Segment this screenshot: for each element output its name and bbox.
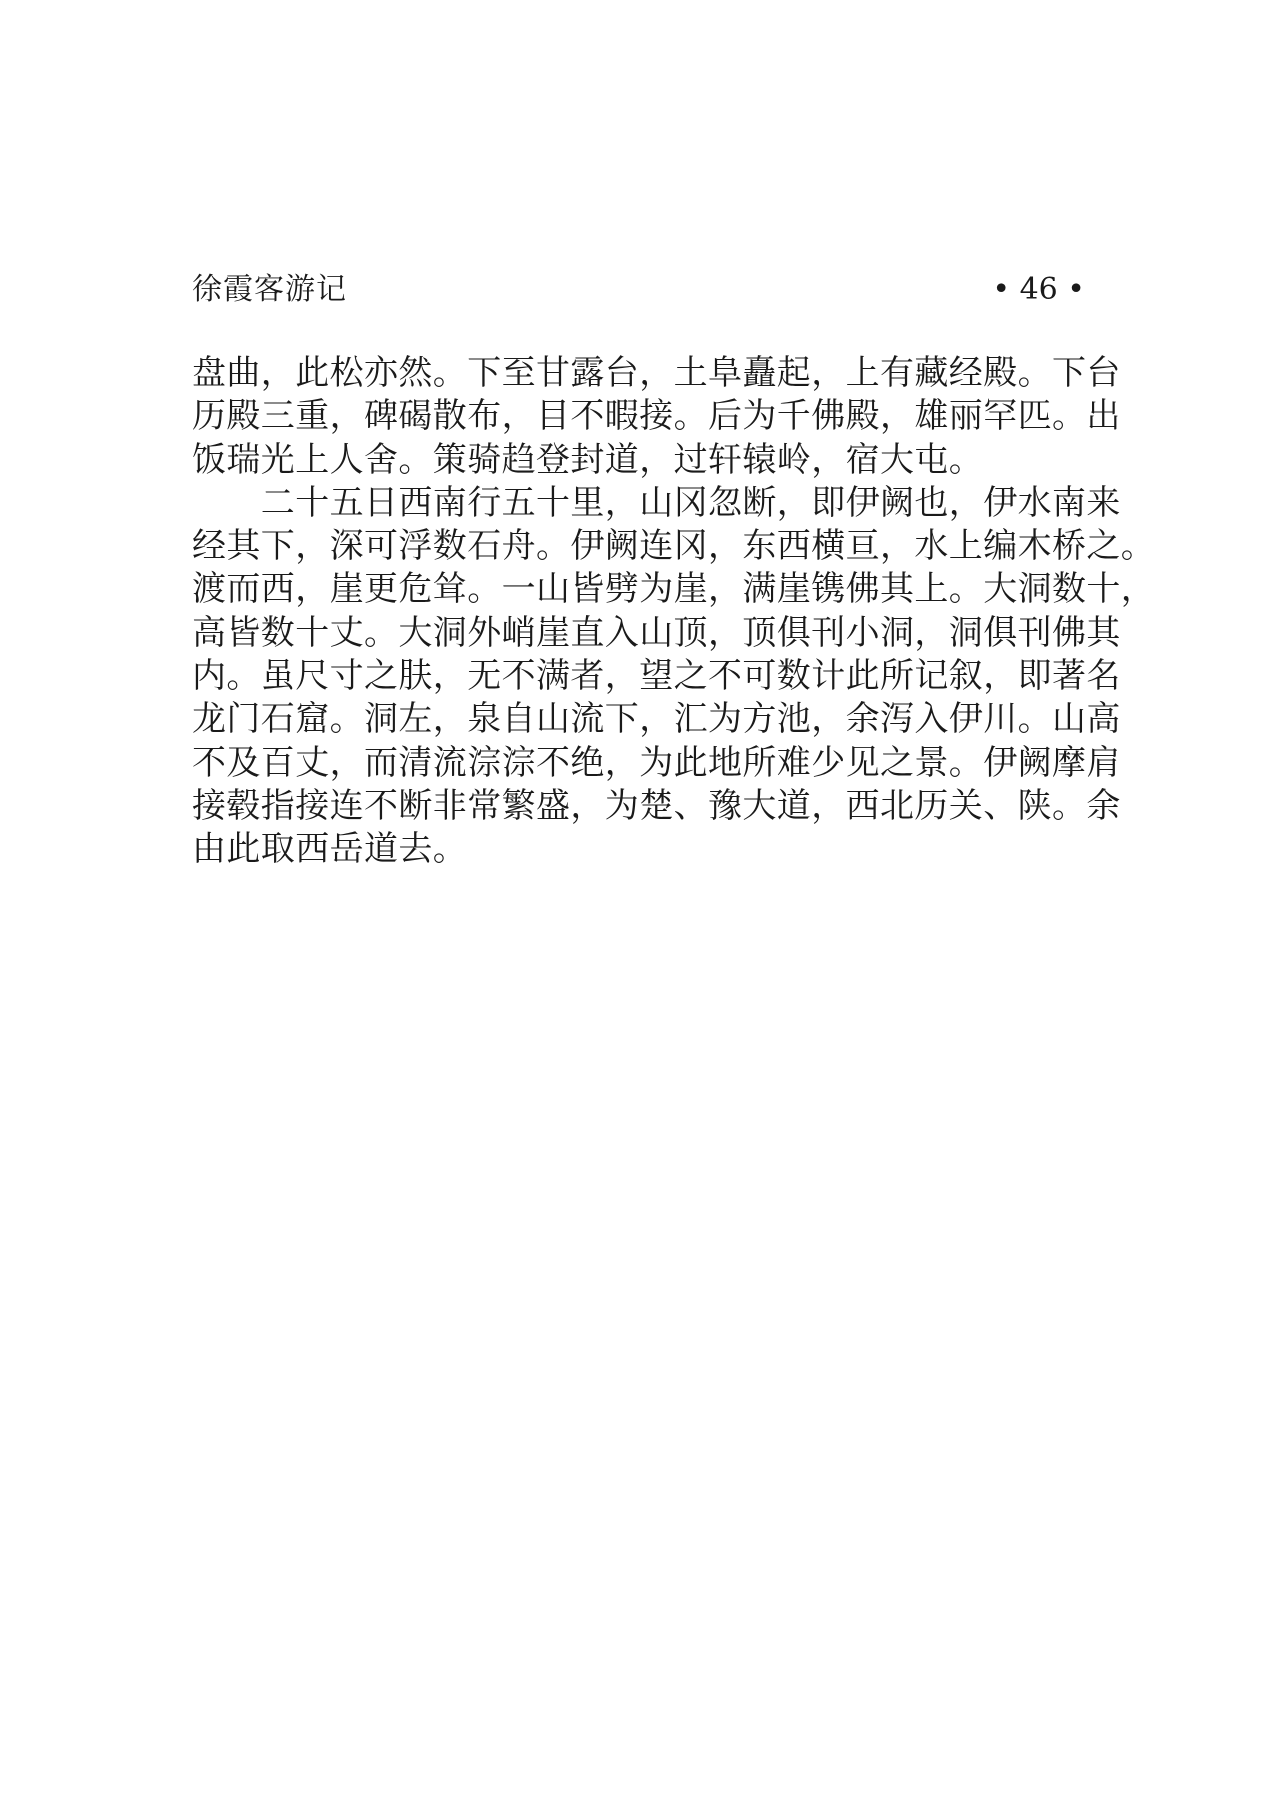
text-line: 历殿三重，碑碣散布，目不暇接。后为千佛殿，雄丽罕匹。出 <box>192 396 1121 437</box>
text-line: 饭瑞光上人舍。策骑趋登封道，过轩辕岭，宿大屯。 <box>192 439 984 480</box>
text-line: 内。虽尺寸之肤，无不满者，望之不可数计此所记叙，即著名 <box>192 656 1121 697</box>
text-line: 渡而西，崖更危耸。一山皆劈为崖，满崖镌佛其上。大洞数十， <box>192 569 1156 610</box>
page-number: • 46 • <box>992 272 1085 307</box>
text-line: 盘曲，此松亦然。下至甘露台，土阜矗起，上有藏经殿。下台 <box>192 353 1121 393</box>
text-line: 经其下，深可浮数石舟。伊阙连冈，东西横亘，水上编木桥之。 <box>192 526 1156 567</box>
text-line: 由此取西岳道去。 <box>192 829 468 870</box>
text-line: 龙门石窟。洞左，泉自山流下，汇为方池，余泻入伊川。山高 <box>192 699 1121 740</box>
paragraph-start-line: 二十五日西南行五十里，山冈忽断，即伊阙也，伊水南来 <box>192 482 1121 523</box>
book-title: 徐霞客游记 <box>192 272 347 307</box>
text-line: 不及百丈，而清流淙淙不绝，为此地所难少见之景。伊阙摩肩 <box>192 742 1121 783</box>
body-text <box>192 352 1156 872</box>
running-header <box>192 266 1085 314</box>
text-line: 接毂指接连不断非常繁盛，为楚、豫大道，西北历关、陕。余 <box>192 785 1121 826</box>
text-line: 高皆数十丈。大洞外峭崖直入山顶，顶俱刊小洞，洞俱刊佛其 <box>192 612 1121 653</box>
